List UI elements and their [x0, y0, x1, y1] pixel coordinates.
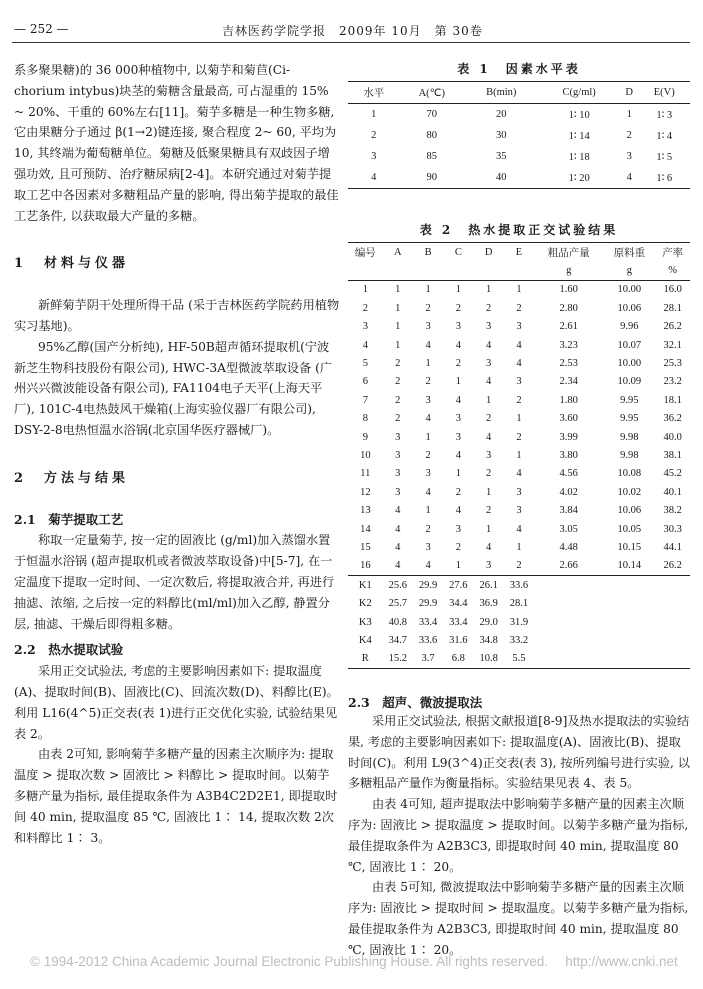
table-2-cell: 10.07 [617, 339, 642, 351]
table-2-cell: 3 [486, 560, 492, 572]
table-2-row [348, 446, 690, 464]
table-2-cell: 4 [516, 523, 522, 535]
table-2-cell: 10.00 [617, 358, 642, 370]
ultrasound-method-paragraph: 采用正交试验法, 根据文献报道[8-9]及热水提取法的实验结果, 考虑的主要影响因素如下: 提取温度(A)、固液比(B)、提取时间(C)。利用 L9(3^4)正交表(表 3), 按所列编号进行实验, 以多糖粗品产量作为衡量指标。实验结果见表 4、表 5。 [348, 713, 690, 791]
table-2-cell: 3 [486, 449, 492, 461]
table-2-header-cell: 编号 [354, 247, 376, 259]
table-2-caption: 表 2 热水提取正交试验结果 [419, 223, 619, 237]
table-2-row [348, 465, 690, 483]
table-2-cell: 2 [395, 358, 401, 370]
table-2-summary-cell: 33.4 [418, 616, 438, 628]
table-1-cell: 4 [626, 172, 632, 183]
table-2-cell: 10.08 [617, 468, 642, 480]
table-2-cell: 3 [516, 486, 522, 498]
table-2-cell: 26.2 [663, 560, 682, 572]
table-1-cell: 1 [371, 109, 377, 120]
table-1-cell: 20 [496, 109, 507, 120]
table-2-cell: 3 [516, 505, 522, 517]
table-2-cell: 10.06 [617, 505, 642, 517]
table-2-cell: 10.14 [617, 560, 642, 572]
table-2-cell: 10.06 [617, 302, 642, 314]
table-1-header-cell: A(℃) [418, 87, 445, 99]
table-1-cell: 4 [371, 172, 377, 183]
table-2-cell: 4 [516, 358, 522, 370]
table-2-summary-cell: 33.2 [509, 634, 529, 646]
table-2-cell: 4 [362, 339, 368, 351]
table-2-unit-cell: % [668, 265, 678, 277]
table-2-cell: 10.09 [617, 376, 642, 388]
table-1-row [348, 167, 690, 189]
table-1-cell: 70 [426, 109, 438, 120]
table-2-summary-cell: R [361, 653, 369, 665]
table-2-cell: 44.1 [663, 541, 682, 553]
table-2-summary-cell: 31.6 [449, 634, 468, 646]
table-2-summary-cell: 10.8 [479, 653, 498, 665]
table-1-cell: 35 [496, 151, 507, 162]
table-2-cell: 40.0 [663, 431, 682, 443]
table-2-cell: 4 [425, 339, 431, 351]
table-2-cell: 2.66 [559, 560, 578, 572]
table-2-cell: 9.95 [620, 413, 639, 425]
page-header [0, 0, 703, 44]
table-2-empty-cell [603, 594, 655, 612]
table-2-empty-cell [534, 594, 603, 612]
table-2-cell: 10.05 [617, 523, 642, 535]
table-2-empty-cell [603, 650, 655, 669]
table-2-summary-cell: 26.1 [474, 576, 504, 595]
hot-water-method-paragraph: 采用正交试验法, 考虑的主要影响因素如下: 提取温度(A)、提取时间(B)、固液比(C)、回流次数(D)、料醇比(E)。利用 L16(4^5)正交表(表 1)进行正交优化实验, 试验结果见表 2。 [14, 664, 339, 741]
process-paragraph: 称取一定量菊芋, 按一定的固液比 (g/ml)加入蒸馏水置于恒温水浴锅 (超声提取机或者微波萃取设备)中[5-7], 在一定温度下提取一定时间、一定次数后, 将提取液合并, 再进行抽滤、浓缩, 之后按一定的料醇比(ml/ml)加入乙醇, 静置分层, 抽滤、干燥后即得粗多糖。 [14, 533, 335, 631]
table-2-cell: 2 [486, 413, 492, 425]
table-2-cell: 1 [395, 284, 401, 296]
table-2-row [348, 354, 690, 372]
table-2-unit-cell [443, 261, 473, 280]
table-2-cell: 12 [360, 486, 371, 498]
table-2-cell: 1 [516, 413, 522, 425]
table-2-cell: 1 [516, 284, 522, 296]
table-2-cell: 5 [362, 358, 368, 370]
table-2-header-cell: 产率 [662, 247, 684, 259]
table-2-summary-cell: 33.6 [504, 576, 534, 595]
table-2-cell: 4 [455, 339, 461, 351]
table-2-cell: 3 [455, 431, 461, 443]
table-2-header-cell: 粗品产量 [547, 247, 590, 259]
table-2-cell: 4 [486, 431, 492, 443]
table-2-cell: 1 [455, 560, 461, 572]
table-2-cell: 2 [486, 302, 492, 314]
table-2-cell: 30.3 [663, 523, 682, 535]
table-2-summary-cell: 6.8 [451, 653, 465, 665]
table-2-header-cell: 原料重 [613, 247, 646, 259]
table-2-cell: 9.95 [620, 394, 639, 406]
table-2-cell: 3.84 [559, 505, 578, 517]
table-2-cell: 2 [425, 449, 431, 461]
section-2-2-heading: 2.2 热水提取试验 [14, 642, 124, 658]
table-2-summary-row [348, 576, 690, 595]
table-2-cell: 3 [516, 376, 522, 388]
table-2-summary-cell: 15.2 [388, 653, 407, 665]
table-2-unit-cell [383, 261, 413, 280]
table-2-row [348, 410, 690, 428]
table-2-cell: 3 [516, 321, 522, 333]
table-2-cell: 4.48 [559, 541, 578, 553]
table-1-cell: 1∶ 20 [568, 172, 590, 184]
table-2-cell: 2 [455, 486, 461, 498]
table-2-cell: 10.15 [617, 541, 642, 553]
table-2-cell: 4 [455, 449, 461, 461]
table-2-cell: 1.60 [559, 284, 578, 296]
table-2-unit-cell: g [566, 265, 572, 277]
table-2-row [348, 299, 690, 317]
table-1-cell: 40 [496, 172, 507, 183]
table-2-cell: 3 [455, 321, 461, 333]
left-column [14, 60, 340, 848]
table-2-empty-cell [603, 613, 655, 631]
table-2-summary-cell: 31.9 [509, 616, 529, 628]
table-1-cell: 1∶ 18 [568, 151, 590, 163]
table-2-unit-cell [504, 261, 534, 280]
table-2-cell: 4 [395, 523, 401, 535]
table-2-cell: 1 [486, 284, 492, 296]
table-2-cell: 2 [455, 358, 461, 370]
table-1-header-cell: E(V) [653, 87, 675, 98]
table-2-cell: 2 [455, 541, 461, 553]
table-1-cell: 1∶ 3 [656, 109, 673, 121]
table-2-summary-cell: 33.6 [418, 634, 438, 646]
table-1-cell: 30 [496, 130, 507, 141]
table-1-row [348, 146, 690, 167]
table-2-cell: 16.0 [663, 284, 682, 296]
table-2-empty-cell [655, 631, 690, 649]
table-2-cell: 4 [395, 505, 401, 517]
table-2-cell: 3 [425, 468, 431, 480]
table-2-cell: 3.23 [559, 339, 578, 351]
instruments-paragraph: 95%乙醇(国产分析纯), HF-50B超声循环提取机(宁波新芝生物科技股份有限公司), HWC-3A型微波萃取设备 (广州兴兴微波能设备有限公司), FA1104电子天平(上海天平厂), 101C-4电热鼓风干燥箱(上海实验仪器厂有限公司), DSY-2-8电热恒温水浴锅(北京国华医疗器械厂)。 [14, 339, 333, 437]
table-2-empty-cell [655, 576, 690, 595]
table-2-cell: 7 [362, 394, 368, 406]
table-2-cell: 1 [395, 302, 401, 314]
table-2-cell: 2.53 [559, 358, 578, 370]
table-2-cell: 11 [360, 468, 371, 480]
table-2-row [348, 501, 690, 519]
table-2-row [348, 538, 690, 556]
table-2-cell: 1 [455, 376, 461, 388]
table-1-row [348, 104, 690, 126]
table-2-cell: 1 [425, 431, 431, 443]
table-2-cell: 3 [395, 449, 401, 461]
table-2-summary-row [348, 631, 690, 649]
table-2-summary-cell: 29.9 [413, 576, 443, 595]
factor-level-table [348, 81, 690, 189]
table-2-cell: 2.61 [559, 321, 578, 333]
table-1-row [348, 125, 690, 146]
table-2-cell: 4 [516, 339, 522, 351]
table-1-header-cell: D [625, 87, 633, 98]
table-2-cell: 38.2 [663, 505, 682, 517]
table-1-cell: 1∶ 10 [568, 109, 590, 121]
table-2-cell: 1 [395, 321, 401, 333]
table-2-cell: 2 [362, 302, 368, 314]
journal-title: 吉林医药学院学报 2009年 10月 第 30卷 [222, 24, 483, 38]
table-2-cell: 45.2 [663, 468, 682, 480]
table-2-cell: 2 [395, 413, 401, 425]
table-2-cell: 10 [360, 449, 371, 461]
table-2-cell: 2 [516, 431, 522, 443]
table-2-cell: 3 [395, 468, 401, 480]
table-2-cell: 16 [360, 560, 371, 572]
section-2-3-heading: 2.3 超声、微波提取法 [348, 694, 483, 710]
table-2-cell: 6 [362, 376, 368, 388]
table-2-cell: 8 [362, 413, 368, 425]
table-2-empty-cell [534, 576, 603, 595]
table-2-summary-cell: K3 [358, 616, 372, 628]
table-2-cell: 9 [362, 431, 368, 443]
table-2-cell: 3 [455, 413, 461, 425]
table-2-empty-cell [534, 613, 603, 631]
table-2-cell: 3 [395, 486, 401, 498]
table-2-header-cell: C [454, 246, 462, 258]
table-2-cell: 2 [516, 302, 522, 314]
table-1-cell: 1∶ 6 [656, 172, 673, 184]
table-2-cell: 1 [516, 541, 522, 553]
table-2-cell: 3 [425, 394, 431, 406]
table-2-cell: 2 [395, 394, 401, 406]
table-2-row [348, 373, 690, 391]
table-2-cell: 28.1 [663, 302, 682, 314]
intro-paragraph: 系多聚果糖)的 36 000种植物中, 以菊芋和菊苣(Ci-chorium intybus)块茎的菊糖含量最高, 可占湿重的 15% ~ 20%、干重的 60%左右[11]。菊芋多糖是一种生物多糖, 它由果糖分子通过 β(1→2)键连接, 聚合程度 2~ 60, 平均为 10, 其终端为葡萄糖单位。菊糖及低聚果糖具有双歧因子增强功效, 且可预防、治疗糖尿病[2-4]。本研究通过对菊芋提取工艺中各因素对多糖粗品产量的影响, 得出菊芋提取的最佳工艺条件, 以获取最大产量的多糖。 [14, 63, 339, 223]
table-1-cell: 85 [426, 151, 438, 162]
table-1-header-cell: C(g/ml) [562, 87, 596, 98]
materials-paragraph: 新鲜菊芋阴干处理所得干品 (采于吉林医药学院药用植物实习基地)。 [14, 298, 340, 333]
table-2-row [348, 557, 690, 576]
table-2-cell: 4 [425, 560, 431, 572]
table-2-summary-cell: 34.7 [388, 634, 407, 646]
table-2-cell: 2.34 [559, 376, 578, 388]
table-2-cell: 2 [425, 376, 431, 388]
table-2-cell: 2 [516, 560, 522, 572]
table-2-header-cell: B [424, 246, 432, 258]
table-2-cell: 1.80 [559, 394, 578, 406]
table-2-summary-cell: 40.8 [388, 616, 407, 628]
table-2-unit-cell [348, 261, 383, 280]
table-2-cell: 13 [360, 505, 371, 517]
copyright-footer: © 1994-2012 China Academic Journal Electronic Publishing House. All rights reserved. http://www.cnki.net [30, 954, 678, 969]
section-1-heading: 1 材料与仪器 [14, 256, 130, 272]
table-2-cell: 4.56 [559, 468, 578, 480]
section-2-1-heading: 2.1 菊芋提取工艺 [14, 511, 124, 527]
table-1-cell: 1 [626, 109, 632, 120]
table-2-cell: 3 [455, 523, 461, 535]
table-2-cell: 1 [425, 505, 431, 517]
table-2-cell: 26.2 [663, 321, 682, 333]
table-2-cell: 40.1 [663, 486, 682, 498]
table-2-empty-cell [655, 594, 690, 612]
table-2-header-cell: A [393, 246, 402, 258]
table-1-cell: 2 [626, 130, 632, 141]
table-1-cell: 3 [626, 151, 632, 162]
table-2-cell: 32.1 [663, 339, 682, 351]
table-1-cell: 1∶ 14 [568, 130, 590, 142]
table-1-cell: 3 [371, 151, 377, 162]
table-2-summary-row [348, 650, 690, 669]
table-2-cell: 1 [486, 486, 492, 498]
table-2-cell: 2 [486, 468, 492, 480]
table-2-summary-cell: K1 [348, 576, 383, 595]
table-2-cell: 36.2 [663, 413, 682, 425]
table-2-cell: 4 [395, 560, 401, 572]
table-1-cell: 1∶ 4 [656, 130, 673, 142]
table-2-cell: 1 [486, 394, 492, 406]
table-2-cell: 38.1 [663, 449, 682, 461]
table-2-summary-cell: 34.4 [449, 598, 468, 610]
table-2-summary-cell: 5.5 [512, 653, 526, 665]
microwave-result-paragraph: 由表 5可知, 微波提取法中影响菊芋多糖产量的因素主次顺序为: 固液比 > 提取时间 > 提取温度。以菊芋多糖产量为指标, 最佳提取条件为 A2B3C3, 即提取时间 40 min, 提取温度 80 ℃, 固液比 1∶ 20。 [348, 880, 689, 957]
table-2-summary-cell: K4 [358, 634, 372, 646]
table-2-cell: 4 [455, 505, 461, 517]
table-2-cell: 4 [425, 486, 431, 498]
table-2-unit-cell [413, 261, 443, 280]
table-2-cell: 3 [486, 358, 492, 370]
table-2-header-cell: E [515, 246, 523, 258]
table-2-cell: 3.80 [559, 449, 578, 461]
table-2-row [348, 391, 690, 409]
table-2-row [348, 336, 690, 354]
table-2-cell: 3 [425, 541, 431, 553]
table-2-cell: 1 [362, 284, 368, 296]
table-1-cell: 80 [426, 130, 438, 141]
table-2-row [348, 483, 690, 501]
table-2-cell: 9.98 [620, 431, 639, 443]
table-2-summary-cell: 29.9 [418, 598, 438, 610]
table-2-cell: 2 [425, 302, 431, 314]
table-2-row [348, 318, 690, 336]
table-2-row [348, 280, 690, 299]
table-2-cell: 23.2 [663, 376, 682, 388]
table-2-cell: 4 [395, 541, 401, 553]
table-2-unit-cell [474, 261, 504, 280]
table-2-cell: 3.60 [559, 413, 578, 425]
table-2-cell: 3 [362, 321, 368, 333]
page-number: — 252 — [14, 22, 69, 36]
table-2-cell: 2 [425, 523, 431, 535]
right-column [348, 60, 690, 961]
table-2-cell: 9.96 [620, 321, 639, 333]
table-2-summary-cell: 27.6 [443, 576, 473, 595]
table-2-empty-cell [655, 650, 690, 669]
table-1-header-cell: 水平 [363, 88, 385, 99]
table-2-cell: 3 [395, 431, 401, 443]
table-2-cell: 1 [455, 284, 461, 296]
table-2-summary-row [348, 594, 690, 612]
table-2-empty-cell [603, 576, 655, 595]
table-1-cell: 2 [371, 130, 377, 141]
table-2-header-cell: D [484, 246, 493, 258]
table-2-cell: 4 [516, 468, 522, 480]
table-1-cell: 90 [426, 172, 438, 183]
table-2-cell: 4 [486, 376, 492, 388]
table-2-cell: 10.00 [617, 284, 642, 296]
table-2-cell: 1 [455, 468, 461, 480]
table-2-cell: 2 [486, 505, 492, 517]
table-2-row [348, 428, 690, 446]
table-2-summary-cell: 34.8 [479, 634, 498, 646]
table-2-cell: 25.3 [663, 358, 682, 370]
table-2-summary-cell: 25.6 [383, 576, 413, 595]
table-2-cell: 18.1 [663, 394, 682, 406]
table-2-empty-cell [655, 613, 690, 631]
table-2-cell: 3 [425, 321, 431, 333]
table-2-row [348, 520, 690, 538]
table-2-empty-cell [603, 631, 655, 649]
table-2-cell: 4 [455, 394, 461, 406]
table-2-cell: 1 [425, 284, 431, 296]
table-2-cell: 4 [486, 541, 492, 553]
table-2-unit-cell: g [626, 265, 632, 277]
table-2-cell: 9.98 [620, 449, 639, 461]
table-2-summary-cell: 29.0 [479, 616, 498, 628]
table-2-empty-cell [534, 650, 603, 669]
table-2-cell: 3.05 [559, 523, 578, 535]
table-2-cell: 3.99 [559, 431, 578, 443]
table-2-summary-cell: 28.1 [509, 598, 529, 610]
table-2-cell: 10.02 [617, 486, 642, 498]
table-2-cell: 2 [395, 376, 401, 388]
hot-water-result-paragraph: 由表 2可知, 影响菊芋多糖产量的因素主次顺序为: 提取温度 > 提取次数 > 固液比 > 料醇比 > 提取时间。以菊芋多糖产量为指标, 最佳提取条件为 A3B4C2D2E1, 即提取时间 40 min, 提取温度 85 ℃, 固液比 1∶ 14, 提取次数 2次和料醇比 1∶ 3。 [14, 747, 338, 845]
table-2-cell: 14 [360, 523, 371, 535]
table-2-empty-cell [534, 631, 603, 649]
table-2-cell: 2 [516, 394, 522, 406]
table-2-cell: 4 [425, 413, 431, 425]
table-2-summary-cell: 25.7 [388, 598, 407, 610]
table-2-cell: 1 [486, 523, 492, 535]
header-rule [12, 42, 690, 43]
table-2-summary-row [348, 613, 690, 631]
table-2-summary-cell: 3.7 [421, 653, 435, 665]
table-2-cell: 2 [455, 302, 461, 314]
table-2-cell: 4 [486, 339, 492, 351]
table-1-cell: 1∶ 5 [656, 151, 673, 163]
table-1-header-cell: B(min) [486, 87, 517, 98]
table-1-caption: 表 1 因素水平表 [457, 62, 581, 76]
table-2-cell: 15 [360, 541, 371, 553]
table-2-summary-cell: K2 [358, 598, 372, 610]
table-2-cell: 1 [516, 449, 522, 461]
ultrasound-result-paragraph: 由表 4可知, 超声提取法中影响菊芋多糖产量的因素主次顺序为: 固液比 > 提取温度 > 提取时间。以菊芋多糖产量为指标, 最佳提取条件为 A2B3C3, 即提取时间 40 min, 提取温度 80 ℃, 固液比 1∶ 20。 [348, 797, 689, 874]
table-2-cell: 4.02 [559, 486, 578, 498]
table-2-summary-cell: 36.9 [479, 598, 498, 610]
table-2-cell: 1 [395, 339, 401, 351]
table-2-summary-cell: 33.4 [449, 616, 468, 628]
orthogonal-result-table [348, 242, 690, 669]
table-2-cell: 3 [486, 321, 492, 333]
table-2-cell: 1 [425, 358, 431, 370]
table-2-cell: 2.80 [559, 302, 578, 314]
section-2-heading: 2 方法与结果 [14, 470, 130, 486]
